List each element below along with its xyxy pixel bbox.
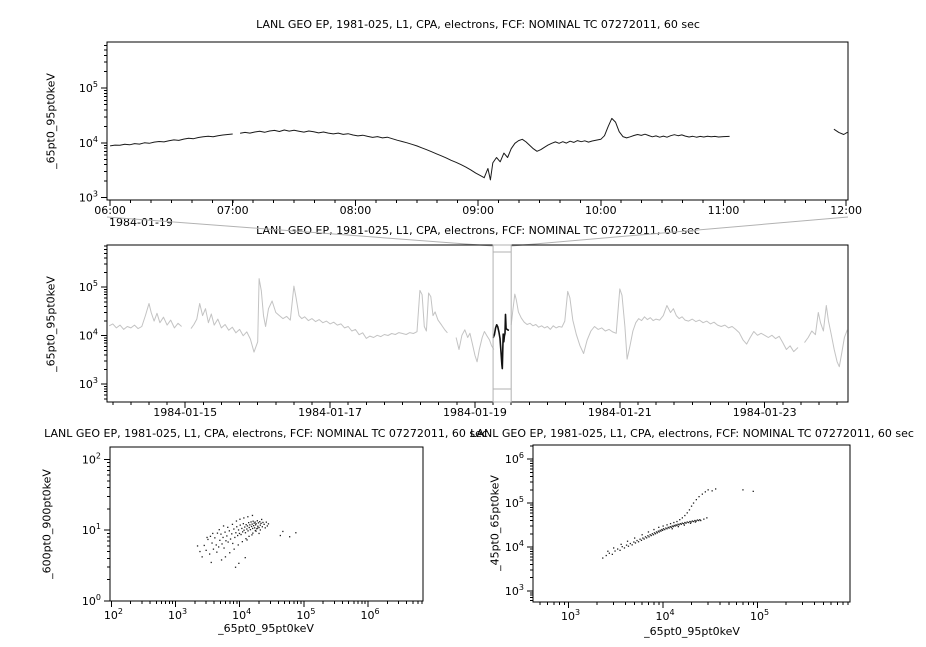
- svg-text:07:00: 07:00: [216, 204, 249, 217]
- axis-tick-labels: [79, 279, 797, 419]
- svg-text:105: $10^5$: [78, 279, 98, 295]
- svg-text:104: $10^4$: [655, 608, 675, 623]
- svg-text:104: $10^4$: [78, 134, 98, 150]
- selection-box[interactable]: [493, 245, 511, 402]
- axis-tick-labels: [505, 451, 769, 623]
- svg-text:104: $10^4$: [78, 327, 98, 343]
- svg-text:1984-01-17: 1984-01-17: [298, 406, 363, 419]
- svg-text:104: $10^4$: [232, 607, 252, 622]
- series-line: [493, 314, 509, 368]
- axis-ticks: [104, 459, 422, 607]
- svg-text:103: $10^3$: [78, 376, 98, 392]
- svg-text:08:00: 08:00: [339, 204, 372, 217]
- series-line: [191, 279, 447, 353]
- svg-text:06:00: 06:00: [94, 204, 126, 217]
- scatter-plot-left[interactable]: [82, 447, 423, 622]
- axis-ticks: [527, 446, 848, 608]
- svg-text:103: $10^3$: [504, 582, 524, 598]
- svg-text:103: $10^3$: [78, 189, 98, 205]
- plot-frame: [107, 245, 848, 402]
- svg-text:105: $10^5$: [296, 607, 316, 622]
- series-line: [805, 306, 848, 367]
- series-line: [240, 118, 729, 179]
- svg-text:106: $10^6$: [360, 607, 380, 622]
- overview-plot-ylabel: _65pt0_95pt0keV: [44, 276, 58, 372]
- scatter-points: [197, 515, 297, 568]
- svg-text:1984-01-21: 1984-01-21: [587, 406, 652, 419]
- scatter-right-title: LANL GEO EP, 1981-025, L1, CPA, electrons, FCF: NOMINAL TC 07272011, 60 sec: [470, 427, 914, 440]
- scatter-right-xlabel: _65pt0_95pt0keV: [644, 625, 740, 638]
- svg-text:102: $10^2$: [81, 451, 101, 467]
- series-line: [110, 134, 233, 146]
- svg-text:09:00: 09:00: [462, 204, 494, 217]
- scatter-right-ylabel: _45pt0_65pt0keV: [488, 475, 502, 571]
- axis-ticks: [101, 46, 846, 206]
- svg-text:1984-01-23: 1984-01-23: [732, 406, 797, 419]
- svg-text:104: $10^4$: [504, 539, 524, 555]
- svg-text:105: $10^5$: [750, 608, 770, 623]
- svg-text:12:00: 12:00: [830, 204, 863, 217]
- top-timeseries-plot[interactable]: [79, 42, 862, 217]
- svg-text:103: $10^3$: [561, 608, 581, 623]
- svg-text:11:00: 11:00: [707, 204, 740, 217]
- top-plot-ylabel: _65pt0_95pt0keV: [44, 73, 58, 169]
- scatter-left-title: LANL GEO EP, 1981-025, L1, CPA, electrons, FCF: NOMINAL TC 07272011, 60 sec: [44, 427, 488, 440]
- series-line: [834, 129, 848, 134]
- svg-text:1984-01-15: 1984-01-15: [153, 406, 218, 419]
- svg-text:103: $10^3$: [168, 607, 188, 622]
- scatter-left-xlabel: _65pt0_95pt0keV: [218, 622, 314, 635]
- plot-frame: [110, 447, 423, 601]
- top-plot-date-label: 1984-01-19: [109, 216, 173, 229]
- plot-frame: [107, 42, 848, 200]
- axis-tick-labels: [82, 451, 380, 622]
- svg-text:1984-01-19: 1984-01-19: [442, 406, 507, 419]
- overview-timeseries-plot[interactable]: [79, 245, 848, 419]
- series-line: [511, 289, 798, 359]
- scatter-points: [602, 488, 754, 558]
- scatter-plot-right[interactable]: [505, 445, 850, 623]
- svg-text:10:00: 10:00: [584, 204, 617, 217]
- svg-text:101: $10^1$: [81, 522, 101, 538]
- svg-text:105: $10^5$: [78, 80, 98, 96]
- scatter-left-ylabel: _600pt0_900pt0keV: [40, 469, 54, 579]
- svg-text:102: $10^2$: [103, 607, 123, 622]
- axis-tick-labels: [79, 80, 862, 217]
- zoom-connector-lines: [107, 217, 848, 246]
- svg-text:105: $10^5$: [504, 495, 524, 511]
- svg-text:106: $10^6$: [504, 451, 524, 467]
- series-line: [456, 330, 494, 362]
- series-line: [109, 304, 181, 330]
- top-plot-title: LANL GEO EP, 1981-025, L1, CPA, electrons, FCF: NOMINAL TC 07272011, 60 sec: [256, 18, 700, 31]
- svg-text:100: $10^0$: [81, 593, 101, 608]
- overview-plot-title: LANL GEO EP, 1981-025, L1, CPA, electrons, FCF: NOMINAL TC 07272011, 60 sec: [256, 224, 700, 237]
- plot-frame: [533, 445, 850, 602]
